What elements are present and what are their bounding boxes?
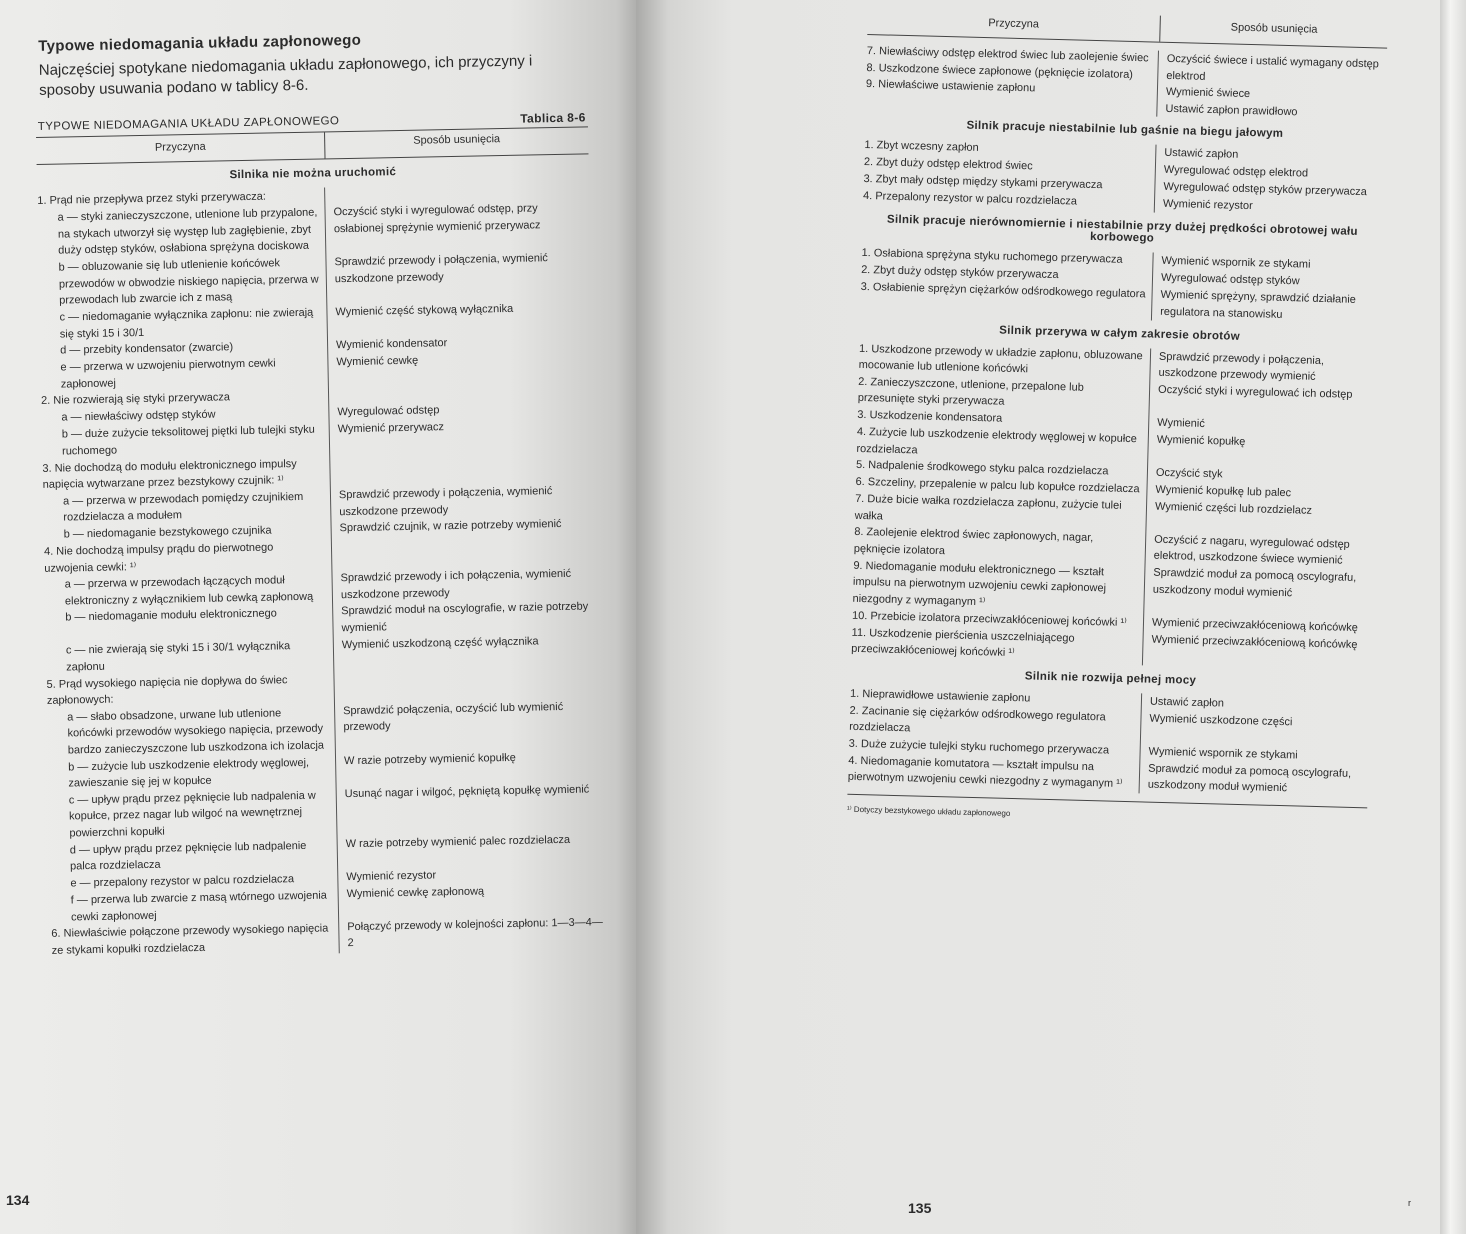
cause-item: 6. Niewłaściwie połączone przewody wysokiego napięcia ze stykami kopułki rozdzielacza	[51, 922, 329, 957]
section-heading: Silnik przerywa w całym zakresie obrotów	[999, 324, 1241, 343]
remedies-column	[1155, 145, 1385, 219]
remedy-item	[340, 532, 597, 570]
cause-item: b — duże zużycie teksolitowej piętki lub tulejki styku ruchomego	[61, 424, 315, 458]
cause-item: a — słabo obsadzone, urwane lub utlenione końcówki przewodów wysokiego napięcia, przewody bardzo zanieczyszczone lub uszkodzona ich izolacja	[67, 707, 325, 757]
corner-mark: r	[1408, 1198, 1411, 1208]
section-heading: Silnika nie można uruchomić	[229, 166, 397, 182]
remedy-item: Wymienić	[1157, 416, 1205, 430]
remedy-item: Wyregulować odstęp elektrod	[1163, 164, 1309, 180]
remedy-item: Ustawić zapłon prawidłowo	[1165, 102, 1298, 119]
cause-item: 1. Zbyt wczesny zapłon	[864, 139, 979, 155]
remedy-item: Sprawdzić moduł za pomocą oscylografu, uszkodzony moduł wymienić	[1152, 566, 1357, 599]
cause-item: 2. Zanieczyszczone, utlenione, przepalone lub przesunięte styki przerywacza	[857, 375, 1084, 409]
left-page	[0, 0, 636, 1234]
remedy-item	[338, 449, 595, 487]
cause-item: a — przerwa w przewodach pomiędzy czujnikiem rozdzielacza a modułem	[62, 490, 304, 524]
remedy-item: Sprawdzić przewody i ich połączenia, wymienić uszkodzone przewody	[340, 567, 572, 601]
section-rows	[863, 137, 1385, 219]
remedy-item: W razie potrzeby wymienić palec rozdzielacza	[345, 833, 571, 850]
cause-item: b — niedomaganie modułu elektronicznego	[65, 607, 277, 624]
footnote: ¹⁾ Dotyczy bezstykowego układu zapłonowego	[846, 804, 1011, 819]
remedy-item	[342, 665, 599, 703]
remedy-item: Sprawdzić połączenia, oczyścić lub wymienić przewody	[343, 700, 564, 734]
cause-item: 4. Nie dochodzą impulsy prądu do pierwotnego uzwojenia cewki: ¹⁾	[43, 541, 274, 575]
column-header-remedy: Sposób usunięcia	[1230, 21, 1318, 36]
section-heading: Silnik pracuje nierównomiernie i niestabilnie przy dużej prędkości obrotowej wału korbowego	[886, 213, 1358, 245]
remedy-item: Sprawdzić moduł za pomocą oscylografu, uszkodzony moduł wymienić	[1147, 762, 1352, 795]
cause-item: a — niewłaściwy odstęp styków	[61, 408, 216, 424]
cause-item: 9. Niedomaganie modułu elektronicznego — kształt impulsu na pierwotnym uzwojeniu cewki zapłonowej niezgodny z wymaganym ¹⁾	[852, 559, 1107, 608]
remedies-column	[1140, 693, 1371, 799]
cause-item: 1. Nieprawidłowe ustawienie zapłonu	[849, 687, 1031, 705]
page-number: 135	[908, 1200, 932, 1216]
remedies-column	[1143, 348, 1379, 671]
remedy-item: Wymienić świece	[1165, 86, 1251, 101]
remedy-item: Wymienić kopułkę	[1156, 433, 1246, 448]
remedy-item: Wyregulować odstęp	[337, 404, 440, 419]
remedy-item: Sprawdzić przewody i połączenia, uszkodzone przewody wymienić	[1158, 350, 1325, 383]
remedy-item: Wymienić wspornik ze stykami	[1161, 255, 1311, 272]
remedy-item: Wymienić przeciwzakłóceniową końcówkę	[1151, 633, 1358, 651]
cause-item: 2. Zbyt duży odstęp elektrod świec	[863, 156, 1033, 173]
remedies-column	[1157, 51, 1387, 123]
remedy-item: Wymienić wspornik ze stykami	[1148, 745, 1298, 762]
cause-item: b — zużycie lub uszkodzenie elektrody węglowej, zawieszanie się jej w kopułce	[68, 756, 310, 790]
page-number: 134	[6, 1192, 30, 1208]
right-sections	[848, 109, 1386, 799]
remedy-item: Wymienić przerywacz	[337, 421, 445, 436]
remedy-item: Wymienić uszkodzoną część wyłącznika	[341, 634, 539, 651]
cause-item: 3. Zbyt mały odstęp między stykami przerywacza	[863, 173, 1103, 192]
table-body-continued	[865, 43, 1387, 123]
remedy-item: Wymienić uszkodzone części	[1149, 712, 1293, 729]
remedy-item: Wymienić rezystor	[1162, 198, 1253, 213]
remedy-item: Sprawdzić przewody i połączenia, wymienić uszkodzone przewody	[338, 485, 553, 518]
cause-item: c — upływ prądu przez pęknięcie lub nadpalenia w kopułce, przez nagar lub wilgoć na wewnętrznej powierzchni kopułki	[68, 789, 316, 840]
cause-item: 1. Prąd nie przepływa przez styki przerywacza:	[37, 190, 267, 207]
cause-item: 4. Zużycie lub uszkodzenie elektrody węglowej w kopułce rozdzielacza	[856, 425, 1138, 456]
cause-item: 4. Niedomaganie komutatora — kształt impulsu na pierwotnym uzwojeniu cewki niezgodny z wymaganym ¹⁾	[847, 754, 1123, 791]
remedy-item: W razie potrzeby wymienić kopułkę	[343, 751, 516, 767]
causes-column	[851, 340, 1151, 665]
causes-column	[860, 245, 1154, 320]
remedies-column	[325, 182, 604, 953]
cause-item: b — obluzowanie się lub utlenienie końcówek przewodów w obwodzie niskiego napięcia, przerwa w przewodach lub zwarcie ich z masą	[58, 257, 319, 307]
remedy-item: Wymienić sprężyny, sprawdzić działanie regulatora na stanowisku	[1159, 289, 1357, 321]
column-header-cause: Przyczyna	[36, 132, 325, 164]
table-number: Tablica 8-6	[520, 110, 586, 126]
cause-item: 2. Zacinanie się ciężarków odśrodkowego regulatora rozdzielacza	[849, 704, 1106, 735]
right-page	[636, 0, 1440, 1234]
section-rows	[851, 340, 1379, 671]
remedy-item: Oczyścić z nagaru, wyregulować odstęp elektrod, uszkodzone świece wymienić	[1153, 533, 1350, 567]
cause-item: 6. Szczeliny, przepalenie w palcu lub kopułce rozdzielacza	[855, 475, 1140, 496]
remedy-item: Sprawdzić przewody i połączenia, wymienić uszkodzone przewody	[334, 252, 548, 285]
section-rows	[848, 685, 1370, 799]
remedy-item: Oczyścić świece i ustalić wymagany odstęp elektrod	[1166, 52, 1379, 83]
remedy-item: Wymienić przeciwzakłóceniową końcówkę	[1151, 616, 1359, 634]
remedy-item: Wymienić rezystor	[346, 869, 437, 883]
remedy-item: Połączyć przewody w kolejności zapłonu: 1—3—4—2	[347, 915, 603, 950]
cause-item: 10. Przebicie izolatora przeciwzakłóceniowej końcówki ¹⁾	[851, 609, 1127, 629]
cause-item: 8. Uszkodzone świece zapłonowe (pęknięcie izolatora)	[866, 61, 1134, 81]
section-rows	[860, 245, 1382, 326]
column-header-cause: Przyczyna	[867, 8, 1161, 42]
remedy-item: Sprawdzić moduł na oscylografie, w razie potrzeby wymienić	[341, 600, 589, 635]
section-heading: Silnik nie rozwija pełnej mocy	[1024, 670, 1197, 687]
cause-item: a — przerwa w przewodach łączących moduł elektroniczny z wyłącznikiem lub cewką zapłonową	[64, 574, 314, 608]
remedy-item: Usunąć nagar i wilgoć, pękniętą kopułkę wymienić	[344, 783, 590, 800]
remedy-item: Wyregulować odstęp styków	[1160, 272, 1300, 288]
remedy-item: Sprawdzić czujnik, w razie potrzeby wymienić	[339, 518, 562, 535]
cause-item: d — upływ prądu przez pęknięcie lub nadpalenie palca rozdzielacza	[69, 839, 307, 873]
causes-column	[848, 685, 1143, 793]
cause-item: 2. Nie rozwierają się styki przerywacza	[41, 391, 231, 408]
cause-item: 1. Uszkodzone przewody w układzie zapłonu, obluzowane mocowanie lub utlenione końcówki	[858, 342, 1143, 376]
remedy-item: Ustawić zapłon	[1149, 695, 1225, 710]
remedy-item: Oczyścić styki i wyregulować odstęp, przy osłabionej sprężynie wymienić przerywacz	[333, 202, 541, 235]
remedy-item: Wymienić część stykową wyłącznika	[335, 302, 514, 319]
page-edge	[1440, 0, 1466, 1234]
cause-item: 2. Zbyt duży odstęp styków przerywacza	[860, 264, 1059, 282]
cause-item: f — przerwa lub zwarcie z masą wtórnego uzwojenia cewki zapłonowej	[70, 889, 327, 924]
table-body	[37, 182, 604, 959]
cause-item: a — styki zanieczyszczone, utlenione lub przypalone, na stykach utworzył się występ lub zagłębienie, zbyt duży odstęp styków, osłabiona sprężyna dociskowa	[57, 206, 318, 257]
cause-item: 9. Niewłaściwe ustawienie zapłonu	[865, 78, 1036, 95]
right-page-content	[847, 8, 1388, 827]
remedy-item: Wymienić cewkę zapłonową	[346, 885, 485, 900]
cause-item: c — nie zwierają się styki 15 i 30/1 wyłącznika zapłonu	[65, 640, 291, 674]
cause-item: 3. Duże zużycie tulejki styku ruchomego przerywacza	[848, 737, 1110, 757]
remedies-column	[1152, 253, 1382, 326]
cause-item: 5. Prąd wysokiego napięcia nie dopływa do świec zapłonowych:	[46, 673, 288, 707]
remedy-item: Oczyścić styki i wyregulować ich odstęp	[1157, 383, 1353, 401]
cause-item: c — niedomaganie wyłącznika zapłonu: nie zwierają się styki 15 i 30/1	[59, 306, 314, 341]
remedy-item: Wymienić części lub rozdzielacz	[1154, 500, 1313, 517]
intro-paragraph: Najczęściej spotykane niedomagania układu zapłonowego, ich przyczyny i sposoby usuwania podano w tablicy 8-6.	[38, 52, 533, 99]
column-header-remedy: Sposób usunięcia	[413, 133, 501, 147]
remedy-item: Wymienić kopułkę lub palec	[1155, 483, 1292, 499]
remedy-item: Wyregulować odstęp styków przerywacza	[1163, 181, 1367, 199]
table-title: TYPOWE NIEDOMAGANIA UKŁADU ZAPŁONOWEGO	[37, 115, 340, 133]
cause-item: 3. Uszkodzenie kondensatora	[857, 408, 1003, 425]
left-page-content	[34, 19, 604, 959]
causes-column	[863, 137, 1157, 213]
cause-item: 5. Nadpalenie środkowego styku palca rozdzielacza	[855, 458, 1109, 478]
remedy-item: Wymienić kondensator	[335, 337, 448, 352]
cause-item: e — przerwa w uzwojeniu pierwotnym cewki zapłonowej	[60, 357, 276, 391]
cause-item: 7. Duże bicie wałka rozdzielacza zapłonu, zużycie tulei wałka	[854, 492, 1122, 523]
causes-column	[865, 43, 1159, 117]
cause-item: 1. Osłabiona sprężyna styku ruchomego przerywacza	[861, 247, 1123, 267]
remedy-item: Wymienić cewkę	[336, 354, 419, 369]
cause-item: 3. Nie dochodzą do modułu elektronicznego impulsy napięcia wytwarzane przez bezstykowy czujnik: ¹⁾	[42, 457, 297, 492]
cause-item: b — niedomaganie bezstykowego czujnika	[63, 524, 272, 541]
cause-item: 3. Osłabienie sprężyn ciężarków odśrodkowego regulatora	[860, 281, 1146, 301]
cause-item: e — przepalony rezystor w palcu rozdzielacza	[70, 873, 295, 890]
cause-item: 8. Zaolejenie elektrod świec zapłonowych, nagar, pęknięcie izolatora	[853, 526, 1094, 558]
table-header	[867, 8, 1388, 49]
cause-item: 7. Niewłaściwy odstęp elektrod świec lub zaolejenie świec	[866, 44, 1149, 65]
cause-item: d — przebity kondensator (zwarcie)	[60, 341, 234, 357]
remedy-item: Ustawić zapłon	[1164, 147, 1239, 162]
page-title: Typowe niedomagania układu zapłonowego	[38, 31, 362, 55]
cause-item: 4. Przepalony rezystor w palcu rozdzielacza	[862, 190, 1078, 208]
cause-item: 11. Uszkodzenie pierścienia uszczelniającego przeciwzakłóceniowej końcówki ¹⁾	[851, 626, 1075, 660]
causes-column	[37, 187, 340, 959]
remedy-item: Oczyścić styk	[1155, 466, 1223, 481]
section-heading: Silnik pracuje niestabilnie lub gaśnie na biegu jałowym	[966, 119, 1284, 141]
